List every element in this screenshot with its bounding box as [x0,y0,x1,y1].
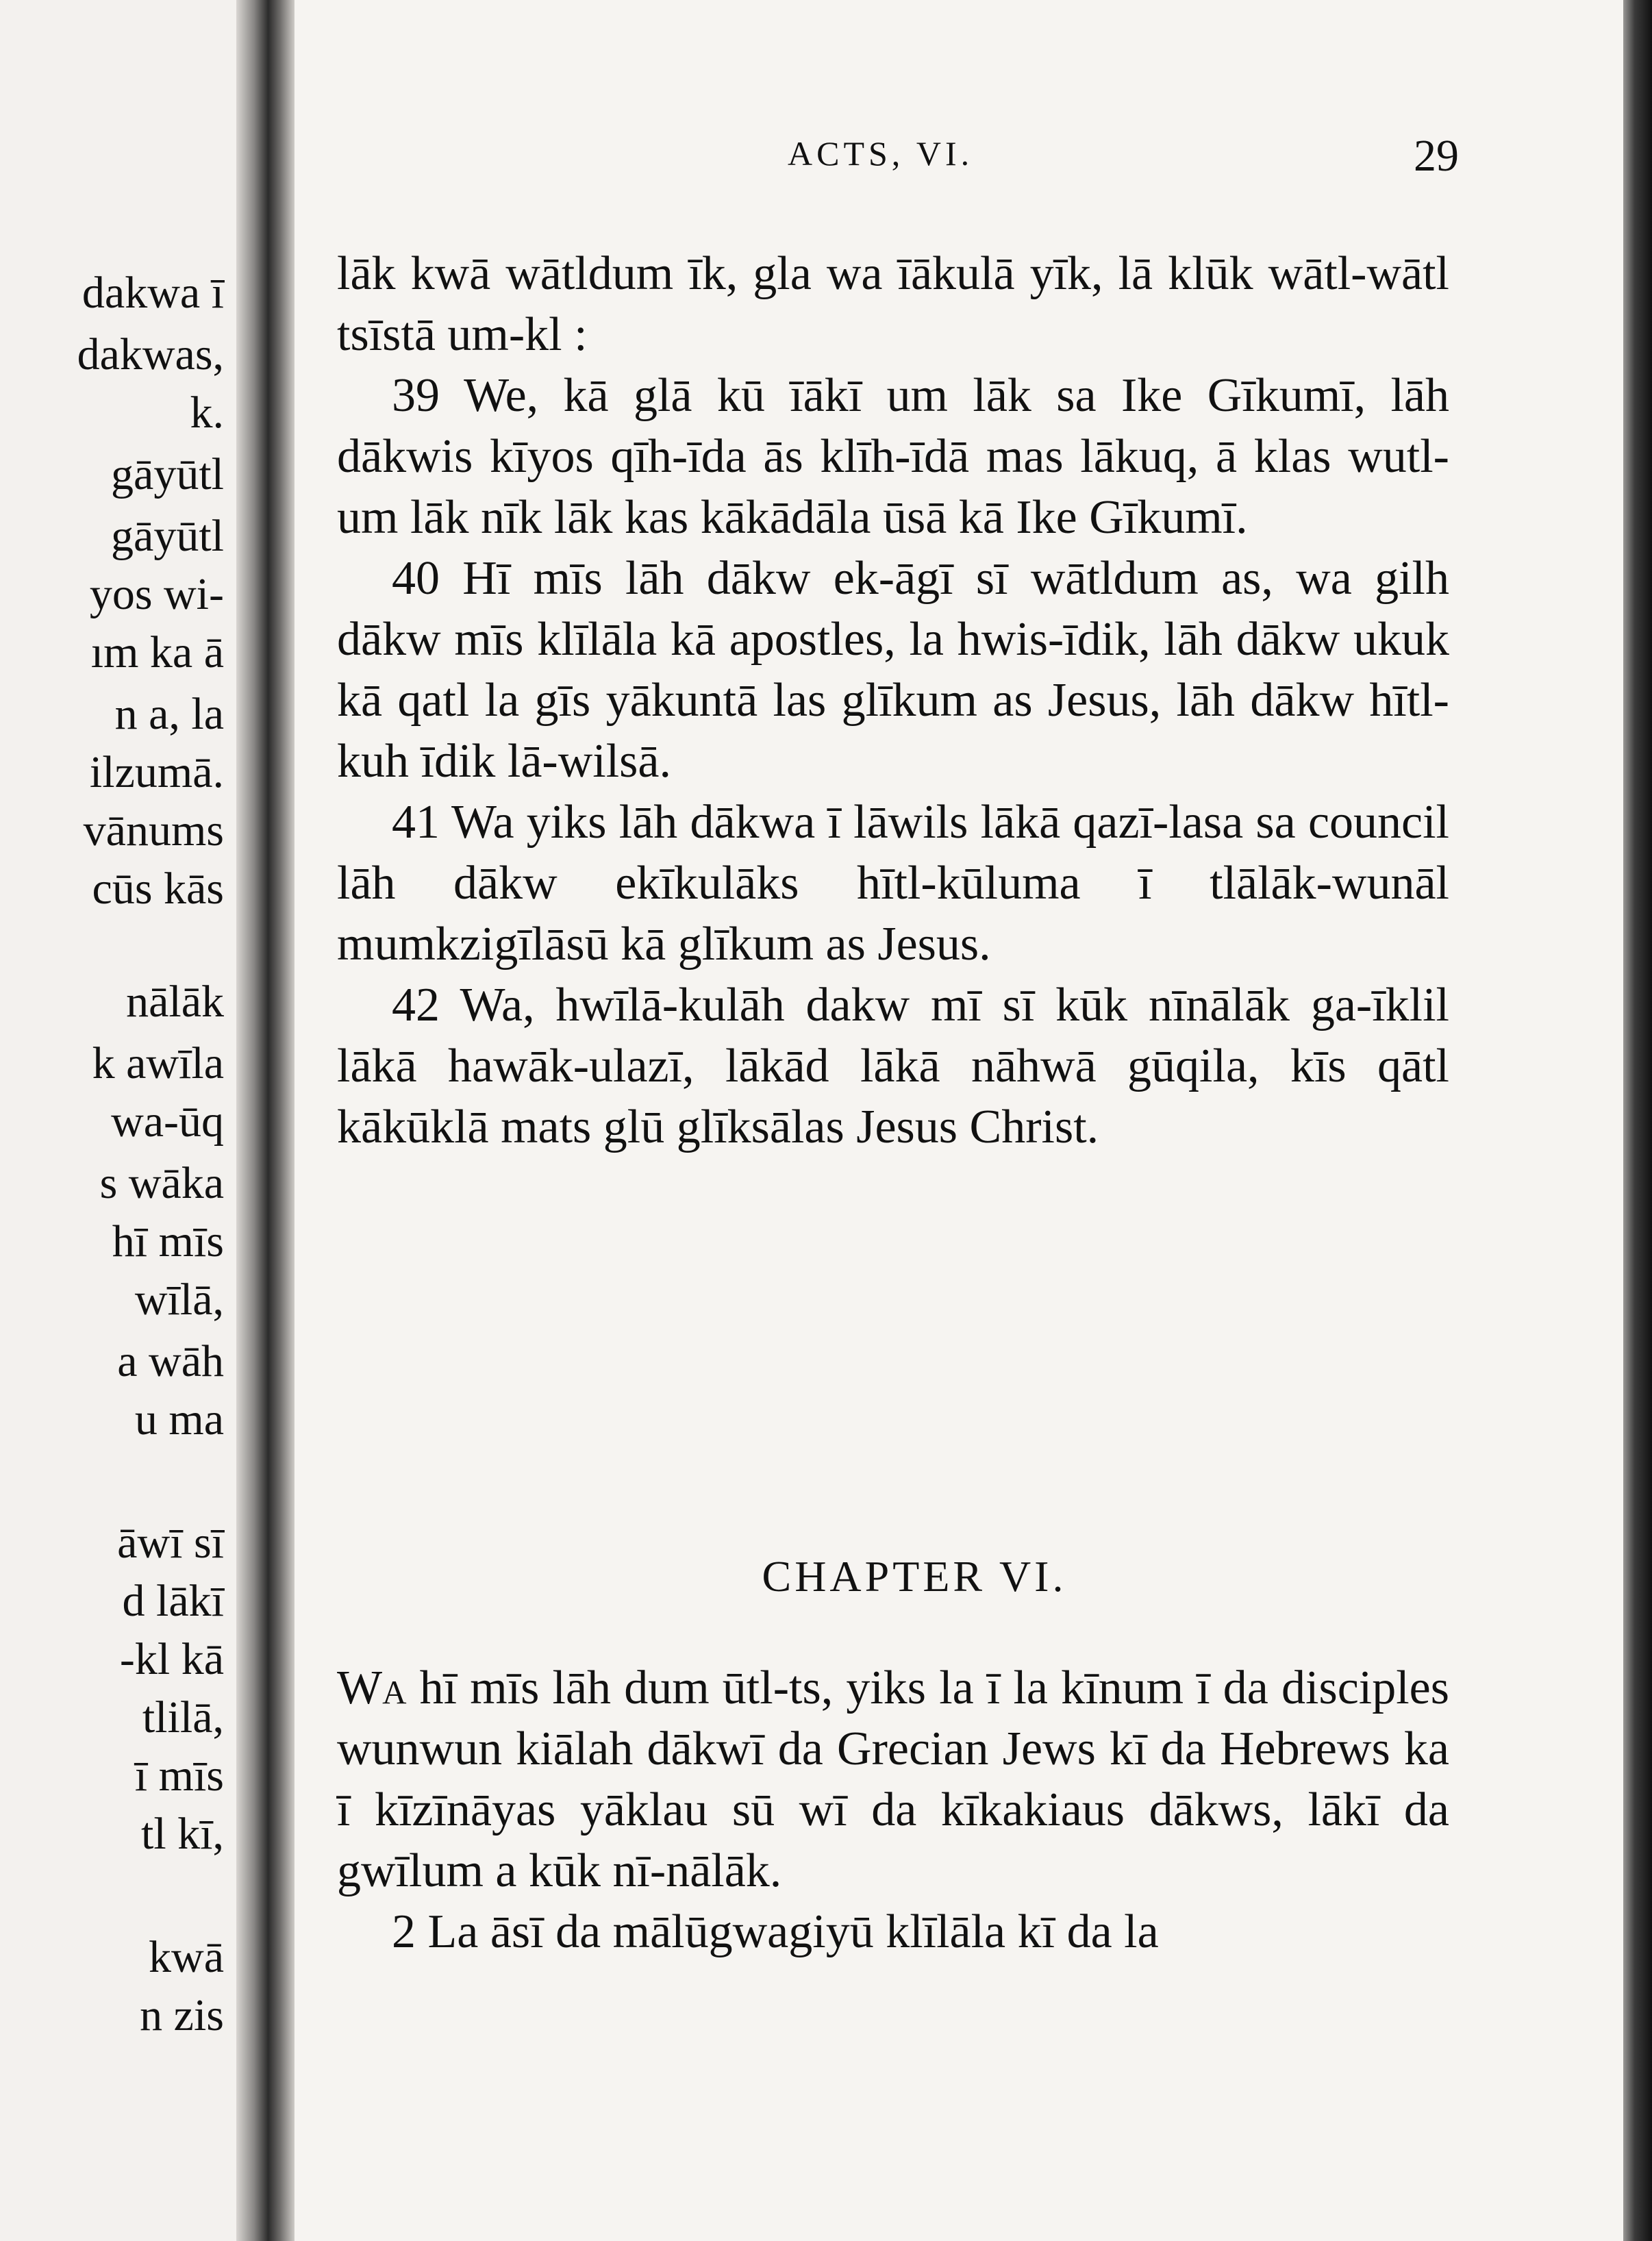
facing-page-line: dakwas, [77,329,224,379]
facing-page-line: ım ka ā [90,627,224,677]
facing-page-line: d lākī [122,1576,224,1626]
paragraph-verse-1-text: hī mīs lāh dum ūtl-ts, yiks la ī la kīnum ī da disciples wunwun kiālah dākwī da Grecian Jews kī da Hebrews ka ī kīzīnāyas yāklau sū wī da kīkakiaus dākws, lākī da gwīlum a kūk nī-nālāk. [337,1662,1449,1897]
facing-page-line: s wāka [99,1158,224,1208]
facing-page-line: cūs kās [92,864,224,914]
facing-page-line: gāyūtl [111,511,224,561]
facing-page-line: wīlā, [134,1275,224,1325]
chapter-heading: CHAPTER VI. [762,1552,1067,1601]
book-gutter [236,0,295,2241]
drop-lead-word: Wa [337,1662,407,1714]
facing-page-left [0,0,236,2241]
paragraph-verse-1 [337,1657,1449,1901]
paragraph-verse-2: 2 La āsī da mālūgwagiyū klīlāla kī da la [392,1905,1159,1958]
paragraph-continuation: lāk kwā wātldum īk, gla wa īākulā yīk, lā klūk wātl-wātl tsīstā um-kl : [337,247,1449,361]
paragraph-verse-42: 42 Wa, hwīlā-kulāh dakw mī sī kūk nīnālāk ga-īklil lākā hawāk-ulazī, lākād lākā nāhwā gūqila, kīs qātl kākūklā mats glū glīksālas Jesus Christ. [337,979,1449,1153]
page-29 [295,0,1623,2241]
facing-page-line: tl kī, [140,1809,224,1859]
facing-page-line: hī mīs [112,1216,224,1266]
text-block-chapter-vi [337,1657,1449,1962]
facing-page-line: dakwa ī [82,268,224,318]
facing-page-line: āwī sī [117,1518,224,1568]
page-edge-shadow [1623,0,1652,2241]
facing-page-line: -kl kā [119,1634,224,1684]
facing-page-line: k. [190,388,224,438]
facing-page-line: k awīla [92,1038,224,1088]
facing-page-line: u ma [134,1394,224,1444]
facing-page-line: a wāh [117,1336,224,1386]
facing-page-line: gāyūtl [111,449,224,499]
paragraph-verse-41: 41 Wa yiks lāh dākwa ī lāwils lākā qazī-lasa sa council lāh dākw ekīkulāks hītl-kūluma ī tlālāk-wunāl mumkzigīlāsū kā glīkum as Jesus. [337,796,1449,971]
page-number: 29 [1414,131,1459,181]
facing-page-line: ilzumā. [89,747,224,797]
facing-page-line: tlilā, [142,1692,224,1742]
facing-page-line: vānums [83,805,224,855]
facing-page-line: wa-ūq [111,1097,224,1147]
paragraph-verse-39: 39 We, kā glā kū īākī um lāk sa Ike Gīkumī, lāh dākwis kīyos qīh-īda ās klīh-īdā mas lākuq, ā klas wutl-um lāk nīk lāk kas kākādāla ūsā kā Ike Gīkumī. [337,369,1449,544]
facing-page-line: yos wi- [89,569,224,619]
text-block-acts-v [337,243,1449,1157]
paragraph-verse-40: 40 Hī mīs lāh dākw ek-āgī sī wātldum as, wa gilh dākw mīs klīlāla kā apostles, la hwis-īdik, lāh dākw ukuk kā qatl la gīs yākuntā las glīkum as Jesus, lāh dākw hītl-kuh īdik lā-wilsā. [337,552,1449,788]
facing-page-line: kwā [149,1932,224,1982]
facing-page-line: ī mīs [134,1751,224,1801]
running-head: ACTS, VI. [788,134,974,173]
facing-page-line: nālāk [126,977,224,1027]
facing-page-line: n zis [140,1990,224,2040]
facing-page-line: n a, la [114,689,224,739]
